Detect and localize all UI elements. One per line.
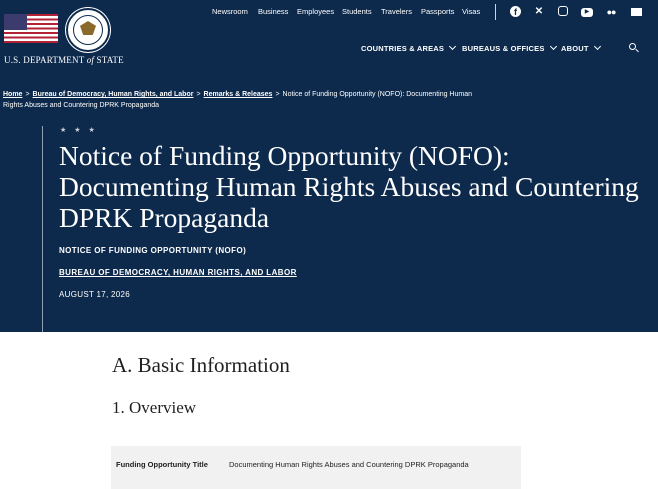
department-wordmark[interactable]: U.S. DEPARTMENT of STATE (4, 55, 124, 65)
breadcrumb-remarks-releases[interactable]: Remarks & Releases (203, 91, 273, 98)
hero-accent-line (42, 126, 43, 332)
flickr-icon[interactable]: ●● (606, 7, 616, 17)
department-seal-logo[interactable] (66, 8, 110, 52)
instagram-icon[interactable] (558, 6, 568, 16)
section-heading: A. Basic Information (112, 353, 290, 377)
subsection-heading: 1. Overview (112, 398, 197, 417)
publish-date: AUGUST 17, 2026 (59, 290, 131, 299)
top-link-newsroom[interactable]: Newsroom (212, 7, 248, 16)
facebook-icon[interactable]: f (510, 6, 521, 17)
top-link-students[interactable]: Students (342, 7, 372, 16)
x-icon[interactable]: ✕ (534, 6, 544, 17)
youtube-icon[interactable]: ▶ (581, 8, 593, 17)
nav-about[interactable]: ABOUT (561, 44, 600, 53)
email-icon[interactable] (631, 8, 642, 16)
chevron-down-icon (550, 43, 557, 50)
nav-bureaus-offices[interactable]: BUREAUS & OFFICES (462, 44, 556, 53)
top-link-employees[interactable]: Employees (297, 7, 335, 16)
top-link-business[interactable]: Business (258, 7, 289, 16)
top-link-passports[interactable]: Passports (421, 7, 455, 16)
breadcrumb-current: Notice of Funding Opportunity (NOFO): Documenting Human Rights Abuses and Countering DPRK Propaganda (3, 91, 472, 109)
table-cell-value: Documenting Human Rights Abuses and Countering DPRK Propaganda (229, 460, 469, 469)
content-type-label: NOTICE OF FUNDING OPPORTUNITY (NOFO) (59, 246, 247, 255)
page-title: Notice of Funding Opportunity (NOFO): Documenting Human Rights Abuses and Countering DPRK Propaganda (59, 140, 639, 233)
us-flag-icon (4, 14, 58, 43)
header-divider (495, 4, 496, 20)
social-links (508, 6, 648, 18)
nav-countries-areas[interactable]: COUNTRIES & AREAS (361, 44, 455, 53)
search-icon[interactable] (629, 43, 636, 50)
breadcrumb-bureau[interactable]: Bureau of Democracy, Human Rights, and Labor (32, 91, 194, 98)
top-link-travelers[interactable]: Travelers (381, 7, 412, 16)
chevron-down-icon (449, 43, 456, 50)
chevron-down-icon (594, 43, 601, 50)
stars-decoration: ★ ★ ★ (60, 127, 98, 134)
table-cell-label: Funding Opportunity Title (116, 460, 208, 469)
top-link-visas[interactable]: Visas (462, 7, 481, 16)
breadcrumb: Home > Bureau of Democracy, Human Rights, and Labor > Remarks & Releases > Notice of Funding Opportunity (NOFO): Documenting Human Rights Abuses and Countering DPRK Propaganda (3, 91, 472, 109)
bureau-link[interactable]: BUREAU OF DEMOCRACY, HUMAN RIGHTS, AND LABOR (59, 268, 297, 277)
breadcrumb-home[interactable]: Home (3, 91, 23, 98)
